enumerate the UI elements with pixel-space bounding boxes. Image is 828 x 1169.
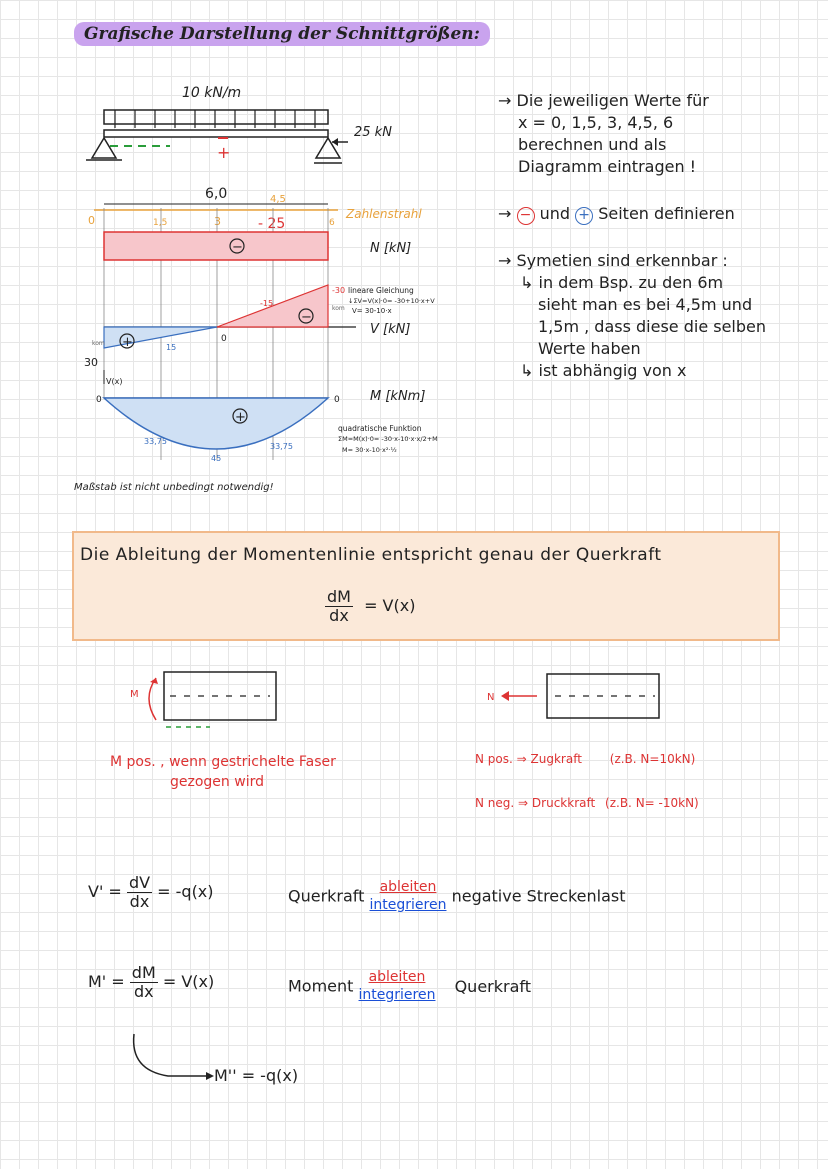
svg-text:15: 15: [166, 343, 177, 352]
svg-text:33,75: 33,75: [270, 442, 293, 451]
normal-force-convention-sketch: [485, 672, 665, 722]
support-left: [92, 138, 116, 158]
note-signs: → − und + Seiten definieren: [498, 204, 735, 223]
formula-v: V' = $\frac{dV}{dx}$ = -q(x): [88, 873, 214, 911]
note-symmetry: → Symetien sind erkennbar : ↳ in dem Bsp. zu den 6m sieht man es bei 4,5m und 1,5m , dass diese die selben Werte haben ↳ ist abhängig von x: [498, 251, 767, 380]
svg-text:ΣM=M(x)·0= -30·x-10·x·x/2+M: ΣM=M(x)·0= -30·x-10·x·x/2+M: [338, 435, 438, 443]
n-label: N [kN]: [370, 241, 412, 256]
v-axis-label: V(x): [106, 377, 123, 386]
svg-text:-15: -15: [260, 299, 274, 308]
svg-text:0: 0: [334, 395, 340, 405]
v-label: V [kN]: [370, 322, 411, 337]
curved-arrow-icon: [128, 1030, 218, 1090]
zahlenstrahl-label: Zahlenstrahl: [346, 207, 422, 221]
moment-arc-icon: [149, 678, 156, 720]
svg-text:6: 6: [329, 218, 335, 228]
page-title: Grafische Darstellung der Schnittgrößen:: [74, 22, 490, 46]
svg-text:3: 3: [214, 215, 221, 228]
plus-sign-icon: +: [575, 207, 593, 225]
box-sentence: Die Ableitung der Momentenlinie entspricht genau der Querkraft: [80, 545, 662, 565]
beam-plus: +: [217, 143, 231, 162]
neg25-label: - 25: [258, 216, 286, 232]
m-parabola: [104, 398, 328, 449]
svg-text:30: 30: [84, 356, 98, 369]
span-label: 6,0: [205, 186, 228, 202]
n-pos-row: N pos. ⇒ Zugkraft (z.B. N=10kN): [475, 752, 696, 766]
svg-text:33,75: 33,75: [144, 437, 167, 446]
beam: [104, 130, 328, 137]
load-label: 10 kN/m: [182, 85, 242, 101]
dim-45: 4,5: [270, 194, 286, 205]
m-label: M [kNm]: [370, 389, 426, 404]
svg-text:N: N: [487, 692, 495, 703]
n-diagram: [104, 232, 328, 260]
svg-text:kom: kom: [92, 340, 105, 347]
load-arrows: [115, 110, 315, 128]
svg-text:lineare Gleichung: lineare Gleichung: [348, 286, 414, 295]
box-formula: $\frac{dM}{dx}$ = V(x): [327, 587, 416, 625]
n-minus: −: [232, 240, 243, 255]
svg-text:V= 30-10·x: V= 30-10·x: [352, 307, 392, 315]
formula-m2: M'' = -q(x): [214, 1066, 299, 1085]
relation-row-2: Moment ableiten integrieren Querkraft: [288, 969, 532, 1003]
svg-text:M= 30·x-10·x²·½: M= 30·x-10·x²·½: [342, 446, 397, 454]
svg-text:0: 0: [221, 334, 227, 344]
relation-row-1: Querkraft ableiten integrieren negative Streckenlast: [288, 879, 626, 913]
minus-sign-icon: −: [517, 207, 535, 225]
svg-text:0: 0: [96, 395, 102, 405]
moment-convention-text: M pos. , wenn gestrichelte Faser gezogen wird: [110, 754, 336, 790]
note-values: → Die jeweiligen Werte für x = 0, 1,5, 3, 4,5, 6 berechnen und als Diagramm eintragen !: [498, 91, 709, 176]
svg-text:1,5: 1,5: [153, 218, 168, 228]
svg-text:↓ΣV=V(x)·0= -30+10·x+V: ↓ΣV=V(x)·0= -30+10·x+V: [348, 297, 435, 305]
svg-text:0: 0: [88, 214, 95, 227]
formula-m: M' = $\frac{dM}{dx}$ = V(x): [88, 963, 215, 1001]
svg-text:M: M: [130, 689, 139, 700]
v-minus: −: [301, 310, 312, 325]
section-force-diagram: [70, 80, 490, 500]
n-neg-row: N neg. ⇒ Druckkraft (z.B. N= -10kN): [475, 796, 699, 810]
moment-convention-sketch: [120, 670, 280, 730]
svg-text:45: 45: [211, 454, 222, 463]
force-label: 25 kN: [354, 125, 392, 140]
v-plus: +: [122, 335, 133, 350]
svg-text:quadratische Funktion: quadratische Funktion: [338, 424, 422, 433]
m-plus: +: [235, 410, 246, 425]
scale-note: Maßstab ist nicht unbedingt notwendig!: [74, 482, 274, 493]
svg-text:-30: -30: [332, 286, 346, 295]
svg-text:kom: kom: [332, 305, 345, 312]
